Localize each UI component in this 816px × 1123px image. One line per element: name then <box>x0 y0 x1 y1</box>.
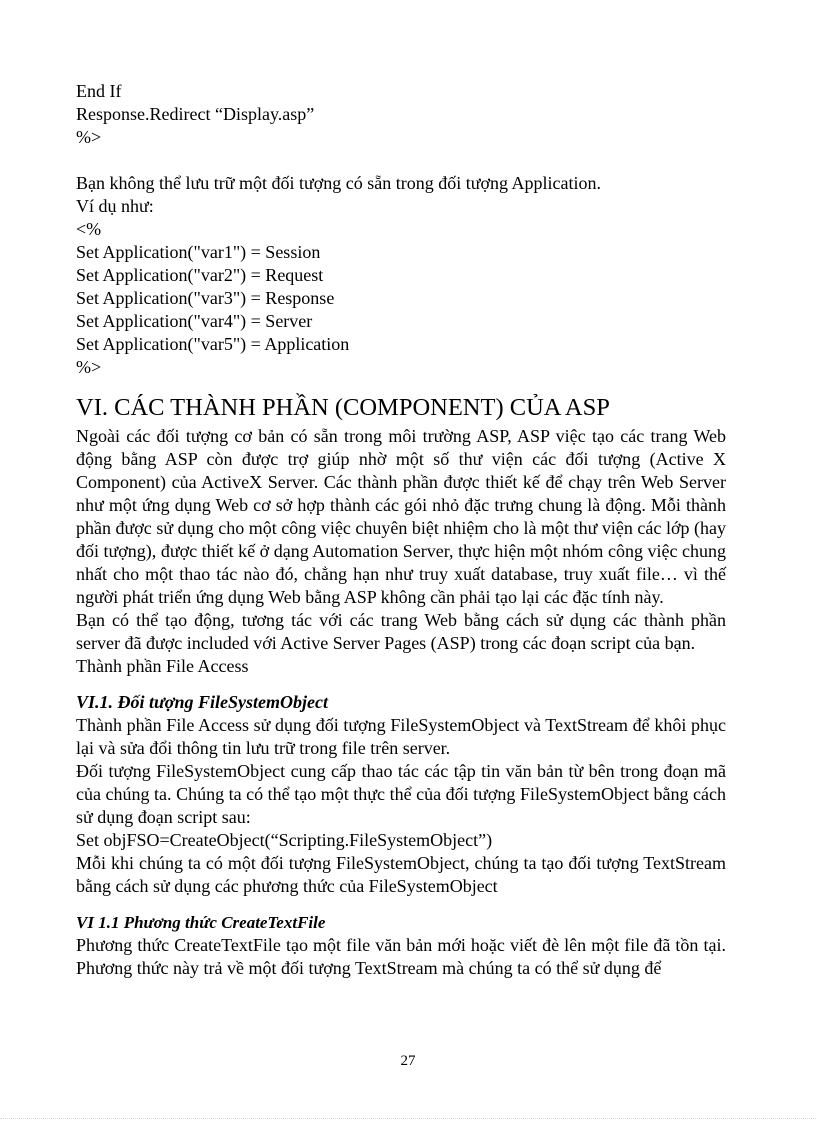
section-heading: VI. CÁC THÀNH PHẦN (COMPONENT) CỦA ASP <box>76 394 610 421</box>
paragraph-fso-intro: Thành phần File Access sử dụng đối tượng FileSystemObject và TextStream để khôi phục lại và sửa đổi thông tin lưu trữ trong file trên server. <box>76 715 726 758</box>
code-line: Set Application("var4") = Server <box>76 311 313 331</box>
paragraph-dynamic: Bạn có thể tạo động, tương tác với các trang Web bằng cách sử dụng các thành phần server đã được included với Active Server Pages (ASP) trong các đoạn script của bạn. <box>76 610 726 653</box>
page-bottom-divider <box>0 1118 816 1119</box>
page-number: 27 <box>400 1053 416 1069</box>
code-line: %> <box>76 357 102 377</box>
paragraph-fso-create: Đối tượng FileSystemObject cung cấp thao tác các tập tin văn bản từ bên trong đoạn mã của chúng ta. Chúng ta có thể tạo một thực thể của đối tượng FileSystemObject bằng cách sử dụng đoạn script sau: <box>76 761 726 827</box>
blank-line <box>76 149 726 172</box>
subsection-heading-createtextfile: VI 1.1 Phương thức CreateTextFile <box>76 913 326 932</box>
paragraph-cannot-store: Bạn không thể lưu trữ một đối tượng có sẵn trong đối tượng Application. <box>76 173 602 193</box>
code-line: <% <box>76 219 102 239</box>
code-line: Set Application("var1") = Session <box>76 242 321 262</box>
code-line: %> <box>76 127 102 147</box>
subsection-heading-fso: VI.1. Đối tượng FileSystemObject <box>76 692 328 712</box>
paragraph-components: Ngoài các đối tượng cơ bản có sẵn trong môi trường ASP, ASP việc tạo các trang Web động bằng ASP còn được trợ giúp nhờ một số thư viện các đối tượng (Active X Component) của ActiveX Server. Các thành phần được thiết kế để chạy trên Web Server như một ứng dụng Web cơ sở hợp thành các gói nhỏ đặc trưng chung là động. Mỗi thành phần được sử dụng cho một công việc chuyên biệt nhiệm cho là một thư viện các lớp (hay đối tượng), được thiết kế ở dạng Automation Server, thực hiện một nhóm công việc chung nhất cho một thao tác nào đó, chẳng hạn như truy xuất database, truy xuất file… vì thế người phát triển ứng dụng Web bằng ASP không cần phải tạo lại các đặc tính này. <box>76 426 726 607</box>
example-label: Ví dụ như: <box>76 196 154 216</box>
paragraph-fso-textstream: Mỗi khi chúng ta có một đối tượng FileSystemObject, chúng ta tạo đối tượng TextStream bằng cách sử dụng các phương thức của FileSystemObject <box>76 853 726 896</box>
code-line: Set objFSO=CreateObject(“Scripting.FileSystemObject”) <box>76 830 493 850</box>
code-line: Set Application("var2") = Request <box>76 265 324 285</box>
code-line: End If <box>76 81 122 101</box>
code-line: Set Application("var3") = Response <box>76 288 335 308</box>
line-file-access: Thành phần File Access <box>76 656 249 676</box>
code-line: Response.Redirect “Display.asp” <box>76 104 315 124</box>
code-line: Set Application("var5") = Application <box>76 334 350 354</box>
paragraph-createtextfile: Phương thức CreateTextFile tạo một file văn bản mới hoặc viết đè lên một file đã tồn tại. Phương thức này trả về một đối tượng TextStream mà chúng ta có thể sử dụng để <box>76 935 726 978</box>
page-content <box>76 80 726 980</box>
